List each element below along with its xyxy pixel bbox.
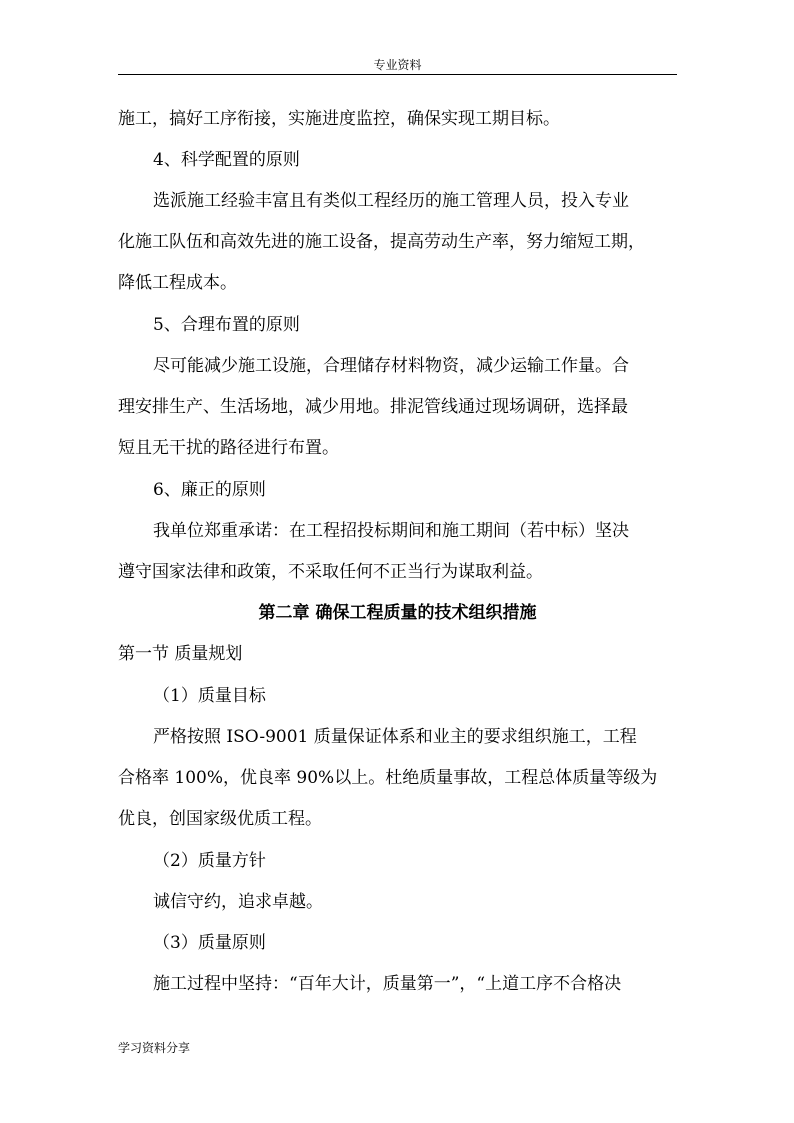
section-title: 5、合理布置的原则 [153, 315, 300, 335]
section-title: 6、廉正的原则 [153, 480, 266, 500]
chapter-heading: 第二章 确保工程质量的技术组织措施 [258, 603, 537, 623]
paragraph-line: 选派施工经验丰富且有类似工程经历的施工管理人员，投入专业 [153, 191, 629, 211]
paragraph-line: 优良，创国家级优质工程。 [118, 809, 322, 829]
paragraph-line: 降低工程成本。 [118, 273, 237, 293]
subsection-title: （1）质量目标 [153, 686, 266, 706]
paragraph-line: 化施工队伍和高效先进的施工设备，提高劳动生产率，努力缩短工期， [118, 232, 645, 252]
paragraph-line: 施工过程中坚持：“百年大计，质量第一”，“上道工序不合格决 [153, 974, 622, 994]
paragraph-line: 短且无干扰的路径进行布置。 [118, 438, 339, 458]
page-footer: 学习资料分享 [118, 1041, 191, 1055]
paragraph-line: 理安排生产、生活场地，减少用地。排泥管线通过现场调研，选择最 [118, 397, 628, 417]
paragraph-line: 遵守国家法律和政策，不采取任何不正当行为谋取利益。 [118, 562, 543, 582]
paragraph-line: 尽可能减少施工设施，合理储存材料物资，减少运输工作量。合 [153, 356, 629, 376]
paragraph-line: 我单位郑重承诺：在工程招投标期间和施工期间（若中标）坚决 [153, 521, 629, 541]
subsection-title: （3）质量原则 [153, 933, 266, 953]
paragraph-line: 诚信守约，追求卓越。 [153, 892, 323, 912]
header-divider [118, 74, 677, 75]
paragraph-line: 合格率 100%，优良率 90%以上。杜绝质量事故，工程总体质量等级为 [118, 768, 658, 788]
subsection-title: （2）质量方针 [153, 851, 266, 871]
paragraph-line: 施工，搞好工序衔接，实施进度监控，确保实现工期目标。 [118, 109, 560, 129]
section-heading: 第一节 质量规划 [118, 644, 243, 664]
section-title: 4、科学配置的原则 [153, 150, 300, 170]
header-label: 专业资料 [373, 58, 422, 72]
paragraph-line: 严格按照 ISO-9001 质量保证体系和业主的要求组织施工，工程 [153, 727, 637, 747]
